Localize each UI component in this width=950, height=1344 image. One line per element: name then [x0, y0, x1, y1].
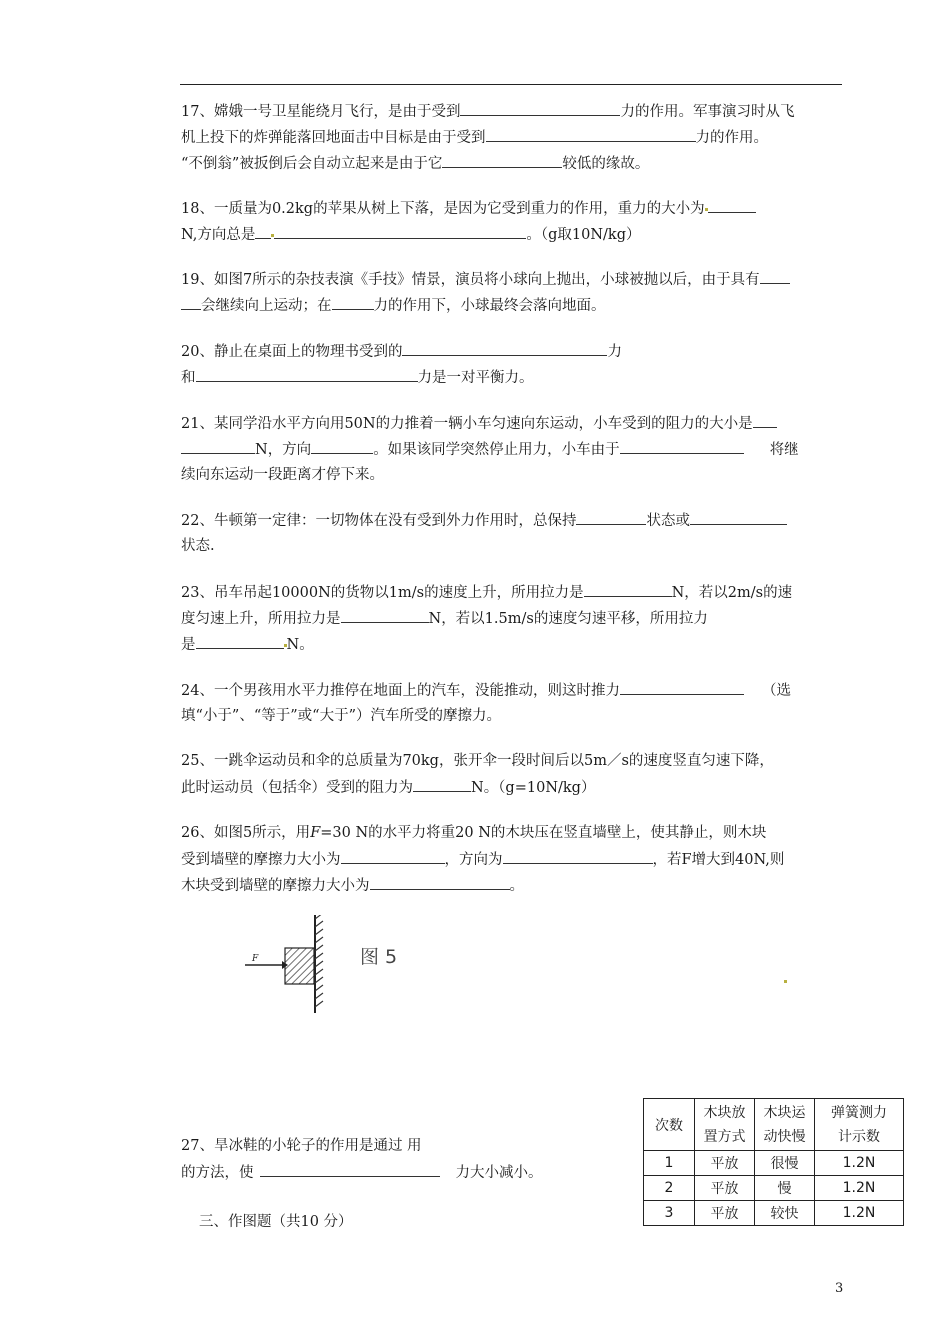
question-23: 23、吊车吊起10000N的货物以1m/s的速度上升，所用拉力是 N，若以2m/s的速 度匀速上升，所用拉力是 N，若以1.5m/s的速度匀速平移，所用拉力 是 N。: [181, 579, 843, 657]
answer-blank[interactable]: [311, 436, 373, 454]
question-24: 24、一个男孩用水平力推停在地面上的汽车，没能推动，则这时推力 （选 填“小于”、“等于”或“大于”）汽车所受的摩擦力。: [181, 677, 843, 729]
table-row: [644, 1151, 904, 1176]
answer-blank[interactable]: [708, 195, 756, 213]
answer-blank[interactable]: [181, 292, 201, 310]
answer-blank[interactable]: [402, 338, 607, 356]
answer-blank[interactable]: [341, 605, 429, 623]
force-label: F: [252, 954, 259, 964]
answer-blank[interactable]: [341, 846, 445, 864]
answer-blank[interactable]: [690, 507, 787, 525]
table-row: [644, 1176, 904, 1201]
table-cell: 平放: [695, 1176, 755, 1201]
question-18: 18、一质量为0.2kg的苹果从树上下落，是因为它受到重力的作用，重力的大小为 N,方向总是 。（g取10N/kg）: [181, 195, 843, 247]
question-20: 20、静止在桌面上的物理书受到的 力 和 力是一对平衡力。: [181, 338, 843, 390]
answer-blank[interactable]: [760, 266, 790, 284]
answer-blank[interactable]: [196, 631, 284, 649]
block: [285, 948, 314, 984]
experiment-table: [643, 1098, 904, 1226]
table-cell: 平放: [695, 1151, 755, 1176]
answer-blank[interactable]: [503, 846, 653, 864]
figure-label: 图 5: [360, 946, 398, 968]
answer-blank[interactable]: [753, 410, 777, 428]
answer-blank[interactable]: [260, 1159, 440, 1177]
table-header-cell: 木块放 置方式: [695, 1099, 755, 1151]
answer-blank[interactable]: [181, 436, 255, 454]
section-title: 三、作图题（共10 分）: [199, 1214, 353, 1230]
question-21: 21、某同学沿水平方向用50N的力推着一辆小车匀速向东运动，小车受到的阻力的大小是 N，方向 。如果该同学突然停止用力，小车由于 将继 续向东运动一段距离才停下来。: [181, 410, 843, 488]
question-26: 26、如图5所示，用F=30 N的水平力将重20 N的木块压在竖直墙壁上，使其静止，则木块 受到墙壁的摩擦力大小为 ，方向为 ，若F增大到40N,则 木块受到墙壁的摩擦力大小为 。: [181, 825, 785, 894]
table-cell: 1: [644, 1151, 695, 1176]
answer-blank[interactable]: [370, 872, 510, 890]
question-22: 22、牛顿第一定律：一切物体在没有受到外力作用时，总保持 状态或 状态.: [181, 507, 843, 559]
answer-blank[interactable]: [196, 364, 418, 382]
wall-hatching: [315, 915, 323, 1007]
answer-blank[interactable]: [576, 507, 646, 525]
mark-dot: [784, 980, 787, 983]
table-header-cell: 木块运 动快慢: [755, 1099, 815, 1151]
answer-blank[interactable]: [413, 774, 471, 792]
answer-blank[interactable]: [584, 579, 672, 597]
figure-5: [240, 915, 440, 1015]
answer-blank[interactable]: [274, 221, 526, 239]
answer-blank[interactable]: [486, 124, 696, 142]
answer-blank[interactable]: [620, 436, 744, 454]
answer-blank[interactable]: [255, 221, 271, 239]
answer-blank[interactable]: [620, 677, 744, 695]
table-cell: 2: [644, 1176, 695, 1201]
answer-blank[interactable]: [442, 150, 562, 168]
table-cell: 1.2N: [815, 1201, 904, 1226]
table-cell: 较快: [755, 1201, 815, 1226]
table-row: [644, 1201, 904, 1226]
table-cell: 3: [644, 1201, 695, 1226]
table-header-cell: 弹簧测力 计示数: [815, 1099, 904, 1151]
table-cell: 平放: [695, 1201, 755, 1226]
table-cell: 很慢: [755, 1151, 815, 1176]
answer-blank[interactable]: [460, 98, 620, 116]
page-number: 3: [835, 1281, 844, 1296]
answer-blank[interactable]: [332, 292, 374, 310]
table-cell: 慢: [755, 1176, 815, 1201]
header-rule: [180, 84, 842, 85]
wall-block-diagram: [240, 915, 440, 1015]
question-25: 25、一跳伞运动员和伞的总质量为70kg，张开伞一段时间后以5m／s的速度竖直匀速下降， 此时运动员（包括伞）受到的阻力为 N。（g=10N/kg）: [181, 753, 774, 796]
table-cell: 1.2N: [815, 1176, 904, 1201]
question-17: 17、嫦娥一号卫星能绕月飞行，是由于受到 力的作用。军事演习时从飞 机上投下的炸弹能落回地面击中目标是由于受到 力的作用。 “不倒翁”被扳倒后会自动立起来是由于它 较低的缘故。: [181, 98, 843, 176]
table-header-cell: 次数: [644, 1099, 695, 1151]
table-header-row: [644, 1099, 904, 1151]
question-19: 19、如图7所示的杂技表演《手技》情景，演员将小球向上抛出，小球被抛以后，由于具有 会继续向上运动；在 力的作用下，小球最终会落向地面。: [181, 266, 843, 318]
question-27: 27、旱冰鞋的小轮子的作用是通过 用 的方法，使 力大小减小。: [181, 1138, 543, 1181]
table-cell: 1.2N: [815, 1151, 904, 1176]
